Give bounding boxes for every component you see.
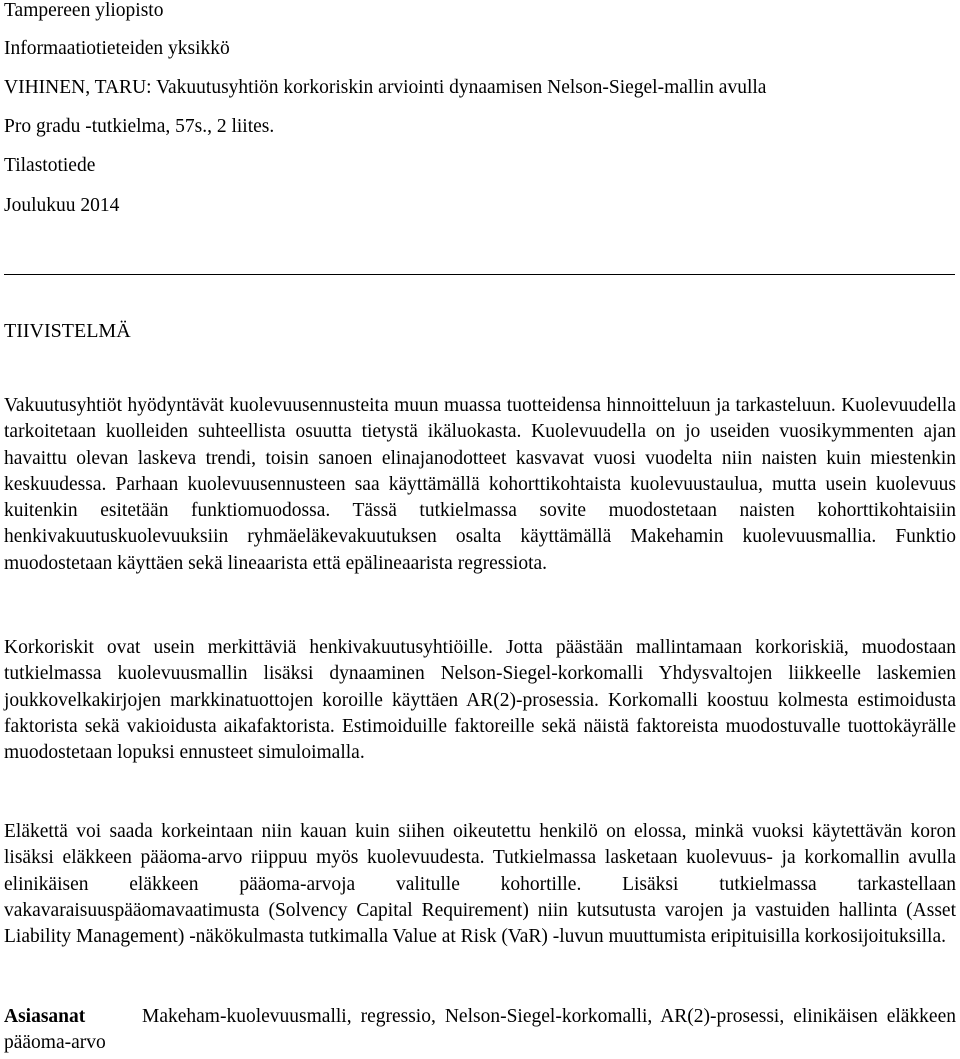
subject: Tilastotiede <box>4 155 96 176</box>
abstract-paragraph-3: Eläkettä voi saada korkeintaan niin kauan kuin siihen oikeutettu henkilö on elossa, minkä vuoksi käytettävän koron lisäksi eläkkeen pääoma-arvo riippuu myös kuolevuudesta. Tutkielmassa lasketaan kuolevuus- ja korkomallin avulla elinikäisen eläkkeen pääoma-arvoja valitulle kohortille. Lisäksi tutkielmassa tarkastellaan vakavaraisuuspääomavaatimusta (Solvency Capital Requirement) niin kutsutusta varojen ja vastuiden hallinta (Asset Liability Management) -näkökulmasta tutkimalla Value at Risk (VaR) -luvun muuttumista eripituisilla korkosijoituksilla. <box>4 821 956 948</box>
unit-name: Informaatiotieteiden yksikkö <box>4 38 230 59</box>
thesis-info: Pro gradu -tutkielma, 57s., 2 liites. <box>4 116 275 137</box>
abstract-paragraph-1: Vakuutusyhtiöt hyödyntävät kuolevuusennusteita muun muassa tuotteidensa hinnoitteluun ja tarkasteluun. Kuolevuudella tarkoitetaan kuolleiden suhteellista osuutta tietystä ikäluokasta. Kuolevuudella on jo useiden vuosikymmenten ajan havaittu olevan laskeva trendi, toisin sanoen elinajanodotteet kasvavat vuosi vuodelta niin naisten kuin miestenkin keskuudessa. Parhaan kuolevuusennusteen saa käyttämällä kohorttikohtaista kuolevuustaulua, mutta usein kuolevuus kuitenkin esitetään funktiomuodossa. Tässä tutkielmassa sovite muodostetaan naisten kohorttikohtaisiin henkivakuutuskuolevuuksiin ryhmäeläkevakuutuksen osalta käyttämällä Makehamin kuolevuusmallia. Funktio muodostetaan käyttäen sekä lineaarista että epälineaarista regressiota. <box>4 395 956 574</box>
university-name: Tampereen yliopisto <box>4 0 164 21</box>
horizontal-divider <box>4 274 955 275</box>
keywords-label: Asiasanat <box>4 1006 86 1027</box>
date: Joulukuu 2014 <box>4 195 120 216</box>
keywords-text: Makeham-kuolevuusmalli, regressio, Nelson-Siegel-korkomalli, AR(2)-prosessi, elinikäisen eläkkeen pääoma-arvo <box>4 1006 956 1054</box>
author-and-thesis-title: VIHINEN, TARU: Vakuutusyhtiön korkoriskin arviointi dynaamisen Nelson-Siegel-mallin avulla <box>4 77 767 98</box>
keywords <box>4 1004 956 1057</box>
abstract-paragraph-2: Korkoriskit ovat usein merkittäviä henkivakuutusyhtiöille. Jotta päästään mallintamaan korkoriskiä, muodostaan tutkielmassa kuolevuusmallin lisäksi dynaaminen Nelson-Siegel-korkomalli Yhdysvaltojen liikkeelle laskemien joukkovelkakirjojen markkinatuottojen koroille käyttäen AR(2)-prosessia. Korkomalli koostuu kolmesta estimoidusta faktorista sekä vakioidusta aikafaktorista. Estimoiduille faktoreille sekä näistä faktoreista muodostuvalle tuottokäyrälle muodostetaan lopuksi ennusteet simuloimalla. <box>4 637 956 764</box>
abstract-title: TIIVISTELMÄ <box>4 320 131 342</box>
